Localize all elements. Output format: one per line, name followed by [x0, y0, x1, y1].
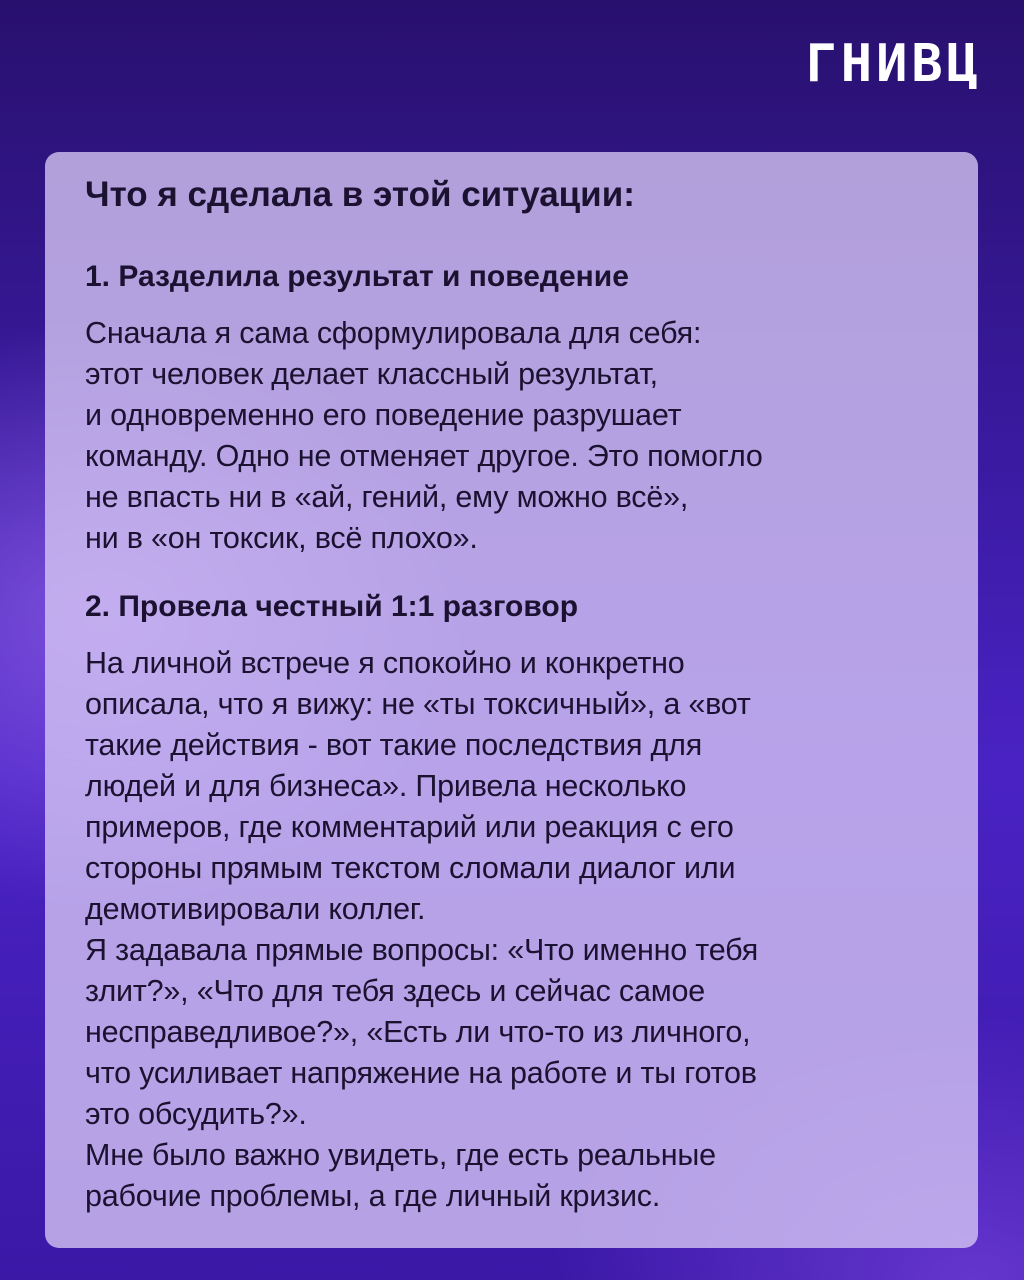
section-2-text: На личной встрече я спокойно и конкретно описала, что я вижу: не «ты токсичный», а «вот такие действия - вот такие последствия для людей и для бизнеса». Привела несколько примеров, где комментарий или реакция с его стороны прямым текстом сломали диалог или демотивировали коллег. Я задавала прямые вопросы: «Что именно тебя злит?», «Что для тебя здесь и сейчас самое несправедливое?», «Есть ли что-то из личного, что усиливает напряжение на работе и ты готов это обсудить?». Мне было важно увидеть, где есть реальные рабочие проблемы, а где личный кризис.	[85, 646, 759, 1213]
section-2-title: 2. Провела честный 1:1 разговор	[85, 590, 579, 623]
section-1-text: Сначала я сама сформулировала для себя: этот человек делает классный результат, и одновременно его поведение разрушает команду. Одно не отменяет другое. Это помогло не впасть ни в «ай, гений, ему можно всё», ни в «он токсик, всё плохо».	[85, 316, 763, 555]
content-card	[45, 152, 978, 1248]
section-1-title: 1. Разделила результат и поведение	[85, 260, 629, 293]
brand-logo: ГНИВЦ	[805, 34, 982, 94]
card-heading: Что я сделала в этой ситуации:	[85, 175, 635, 214]
